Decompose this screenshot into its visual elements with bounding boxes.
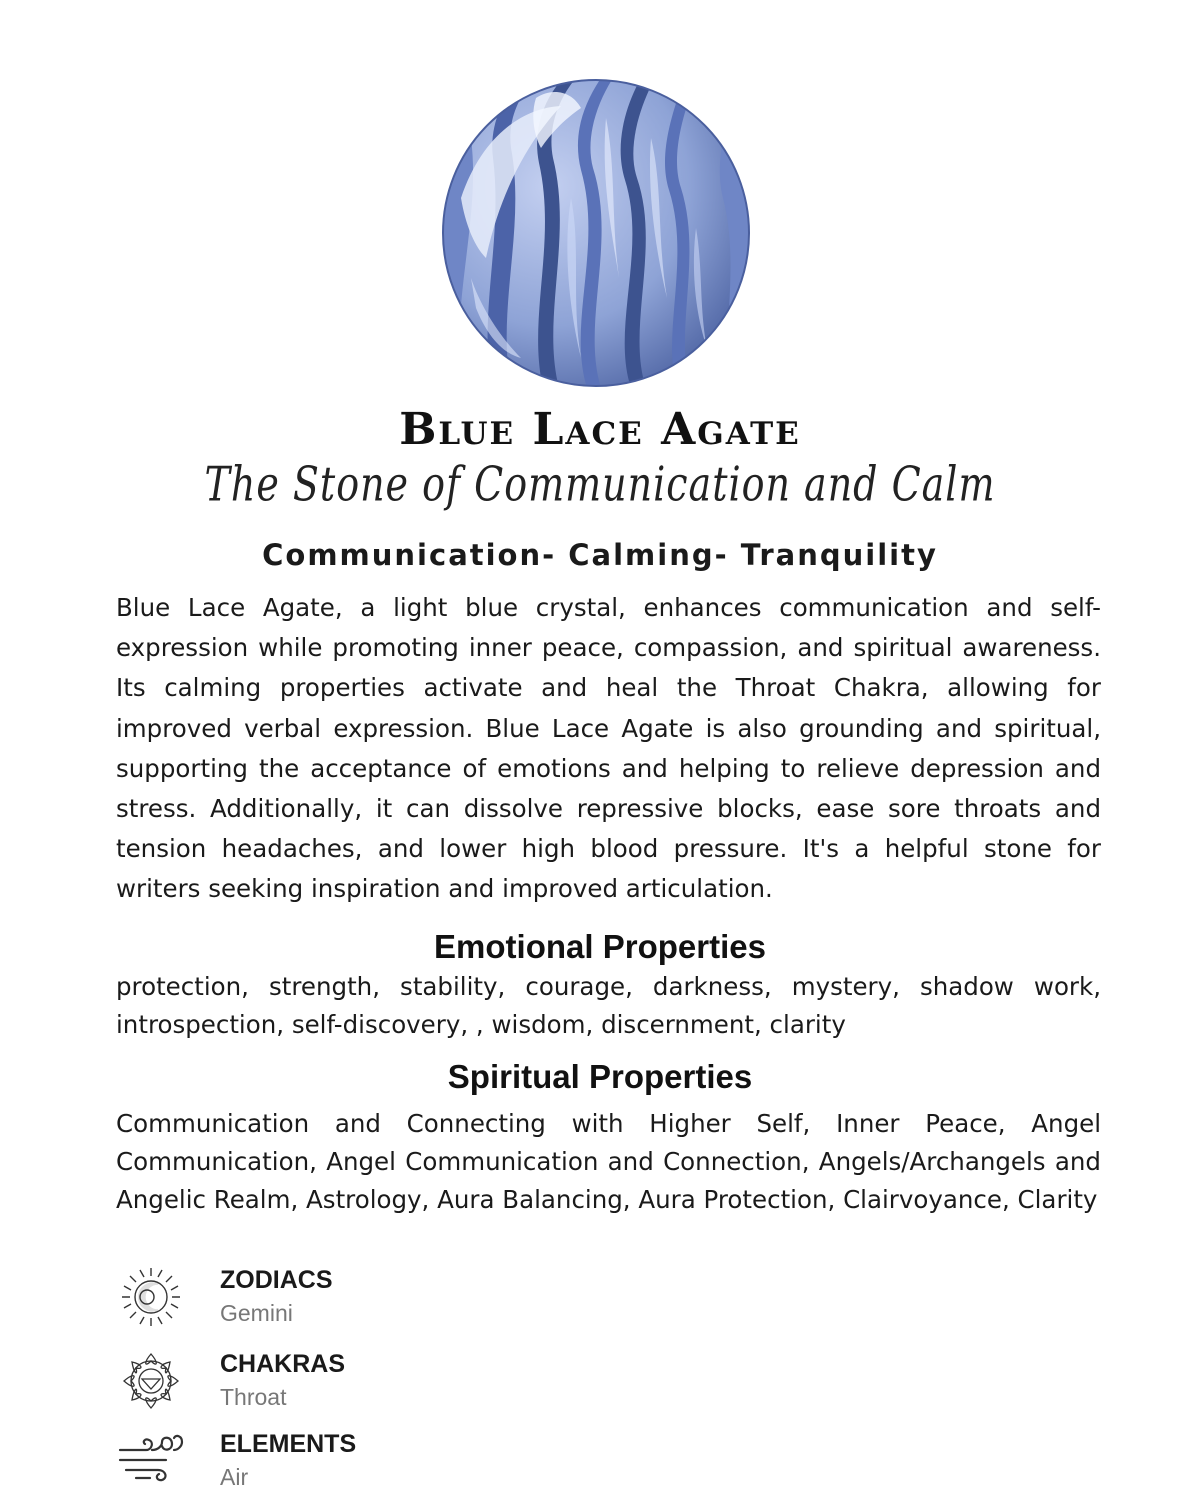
blue-lace-agate-stone-image: [441, 78, 751, 388]
chakras-label: CHAKRAS: [220, 1350, 345, 1378]
page-title: Blue Lace Agate: [399, 404, 801, 455]
chakras-attribute: [116, 1346, 516, 1420]
elements-value: Air: [220, 1464, 249, 1490]
emotional-properties-heading: Emotional Properties: [434, 928, 766, 965]
lotus-icon: [116, 1346, 186, 1416]
elements-attribute: [116, 1426, 516, 1500]
description-paragraph: Blue Lace Agate, a light blue crystal, enhances communication and self-expression while promoting inner peace, compassion, and spiritual awareness. Its calming properties activate and heal the Throat Chakra, allowing for improved verbal expression. Blue Lace Agate is also grounding and spiritual, supporting the acceptance of emotions and helping to relieve depression and stress. Additionally, it can dissolve repressive blocks, ease sore throats and tension headaches, and lower high blood pressure. It's a helpful stone for writers seeking inspiration and improved articulation.: [116, 593, 1101, 904]
chakras-value: Throat: [220, 1384, 287, 1410]
spiritual-properties-heading: Spiritual Properties: [447, 1058, 753, 1095]
zodiacs-value: Gemini: [220, 1300, 293, 1326]
zodiacs-label: ZODIACS: [220, 1266, 333, 1294]
page-subtitle: The Stone of Communication and Calm: [204, 456, 996, 512]
keywords-line: Communication- Calming- Tranquility: [262, 538, 938, 572]
elements-label: ELEMENTS: [220, 1430, 357, 1458]
emotional-properties-text: protection, strength, stability, courage, darkness, mystery, shadow work, introspection, self-discovery, , wisdom, discernment, clarity: [116, 972, 1101, 1039]
zodiacs-attribute: [116, 1262, 516, 1336]
sun-moon-icon: [116, 1262, 186, 1332]
wind-icon: [116, 1426, 186, 1496]
spiritual-properties-text: Communication and Connecting with Higher Self, Inner Peace, Angel Communication, Angel Communication and Connection, Angels/Archangels and Angelic Realm, Astrology, Aura Balancing, Aura Protection, Clairvoyance, Clarity: [116, 1109, 1101, 1214]
